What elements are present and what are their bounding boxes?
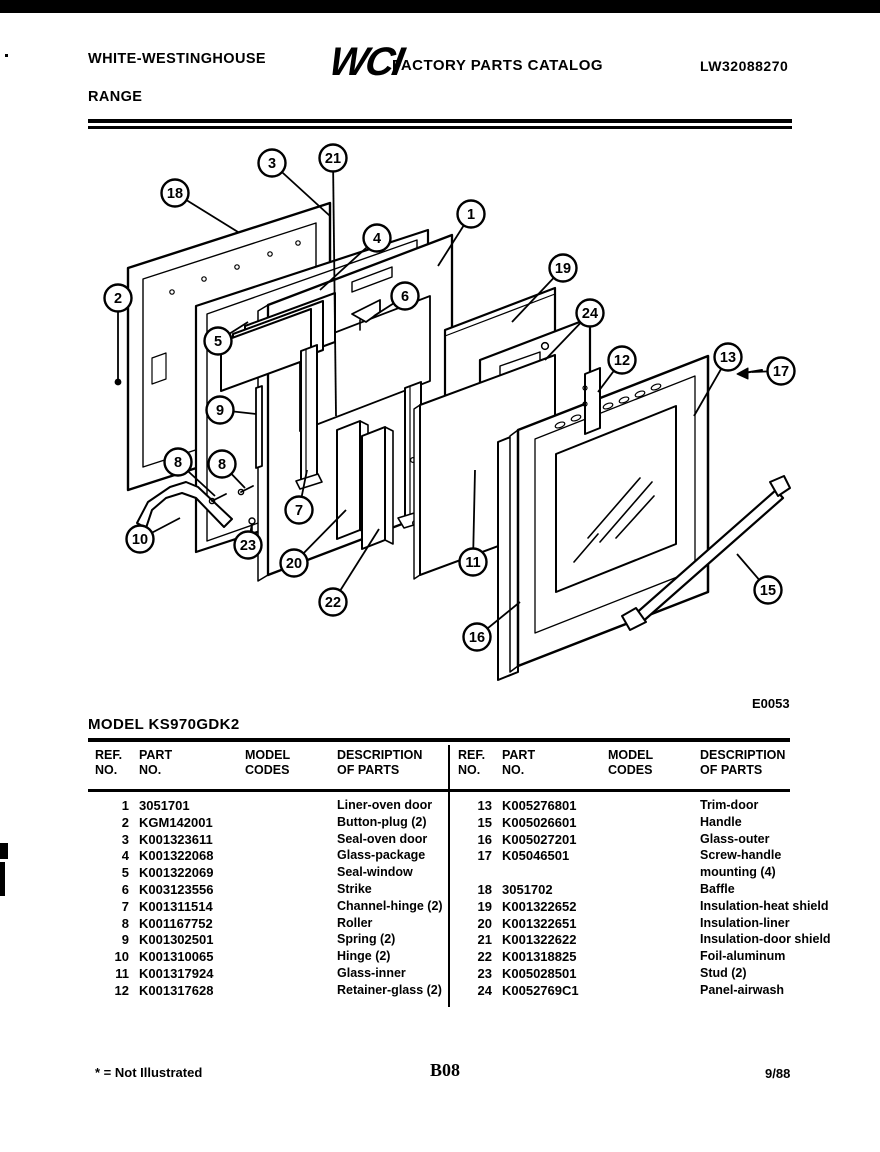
cell-part-no: K001322652 <box>502 898 577 914</box>
parts-table-left <box>95 748 443 1000</box>
column-header: DESCRIPTION OF PARTS <box>700 748 786 777</box>
cell-model-codes <box>245 916 327 933</box>
cell-ref-no: 11 <box>115 965 129 981</box>
cell-description: Retainer-glass (2) <box>337 982 442 997</box>
header-rule-top <box>88 119 792 123</box>
svg-text:21: 21 <box>324 151 342 167</box>
cell-description: Strike <box>337 881 372 896</box>
cell-model-codes <box>608 966 690 983</box>
callout-1 <box>438 201 485 267</box>
cell-model-codes <box>608 848 690 865</box>
cell-description: Seal-oven door <box>337 831 428 846</box>
cell-model-codes <box>608 815 690 832</box>
catalog-title: FACTORY PARTS CATALOG <box>392 57 604 74</box>
svg-text:24: 24 <box>581 306 599 322</box>
cell-ref-no: 17 <box>477 848 492 864</box>
header-rule-bottom <box>88 126 792 129</box>
cell-ref-no: 10 <box>114 949 129 965</box>
cell-ref-no: 7 <box>121 898 129 914</box>
cell-ref-no: 12 <box>114 982 129 998</box>
callout-15 <box>737 554 782 604</box>
cell-part-no: K003123556 <box>139 881 214 897</box>
svg-text:3: 3 <box>267 156 277 172</box>
cell-description: Trim-door <box>700 798 759 812</box>
part-retainer-bracket <box>583 368 600 434</box>
column-header: MODEL CODES <box>245 748 291 777</box>
svg-text:9: 9 <box>215 403 225 419</box>
svg-text:20: 20 <box>285 556 303 572</box>
svg-text:2: 2 <box>113 291 123 307</box>
svg-text:7: 7 <box>294 503 304 519</box>
cell-part-no: K001311514 <box>139 898 213 914</box>
svg-text:13: 13 <box>719 350 737 366</box>
cell-ref-no: 8 <box>121 915 129 931</box>
cell-model-codes <box>245 949 327 966</box>
cell-description: Glass-package <box>337 848 426 863</box>
figure-code: E0053 <box>752 696 790 711</box>
cell-model-codes <box>608 983 690 1000</box>
document-number: LW32088270 <box>700 58 789 74</box>
cell-model-codes <box>608 865 690 882</box>
cell-description: Button-plug (2) <box>337 814 427 829</box>
cell-part-no: K001317628 <box>139 982 214 998</box>
cell-description: Spring (2) <box>337 932 396 947</box>
cell-part-no: K001322622 <box>502 932 577 948</box>
cell-part-no: K001167752 <box>139 915 213 931</box>
not-illustrated-note: * = Not Illustrated <box>95 1065 203 1080</box>
cell-ref-no: 3 <box>121 831 129 847</box>
cell-ref-no: 1 <box>121 798 129 813</box>
cell-ref-no: 6 <box>121 881 129 897</box>
cell-part-no: 3051701 <box>139 798 190 813</box>
callout-18 <box>162 180 239 233</box>
svg-text:19: 19 <box>554 261 572 277</box>
svg-text:22: 22 <box>324 595 342 611</box>
cell-ref-no: 5 <box>121 865 129 881</box>
cell-model-codes <box>608 798 690 815</box>
svg-text:6: 6 <box>400 289 410 305</box>
svg-text:12: 12 <box>613 353 631 369</box>
cell-ref-no: 23 <box>477 965 492 981</box>
cell-description: Handle <box>700 814 742 829</box>
cell-ref-no: 13 <box>477 798 492 813</box>
cell-ref-no: 9 <box>121 932 129 948</box>
wci-logo: WCI <box>326 40 406 84</box>
svg-text:16: 16 <box>468 630 486 646</box>
cell-ref-no: 19 <box>477 898 492 914</box>
cell-description: Panel-airwash <box>700 982 785 997</box>
cell-part-no: K005028501 <box>502 965 577 981</box>
brand-line2: RANGE <box>88 89 143 105</box>
cell-part-no <box>502 865 598 882</box>
part-spring <box>256 386 262 468</box>
cell-part-no: K005027201 <box>502 831 577 847</box>
column-header: PART NO. <box>139 748 173 777</box>
column-header: PART NO. <box>502 748 536 777</box>
exploded-diagram <box>0 130 880 740</box>
cell-description: Roller <box>337 915 373 930</box>
cell-ref-no: 16 <box>477 831 492 847</box>
cell-part-no: K001302501 <box>139 932 214 948</box>
svg-text:1: 1 <box>466 207 476 223</box>
cell-ref-no: 24 <box>477 982 492 998</box>
cell-part-no: K005276801 <box>502 798 577 813</box>
model-label: MODEL KS970GDK2 <box>88 716 240 733</box>
cell-description: Channel-hinge (2) <box>337 898 443 913</box>
cell-model-codes <box>245 899 327 916</box>
svg-text:5: 5 <box>213 334 223 350</box>
svg-text:8: 8 <box>173 455 183 471</box>
cell-description: Hinge (2) <box>337 949 391 964</box>
scan-artifact-speck <box>5 54 8 57</box>
callout-10 <box>127 518 181 553</box>
cell-part-no: K001322651 <box>502 915 577 931</box>
cell-model-codes <box>245 832 327 849</box>
scan-artifact-edge <box>0 843 8 859</box>
cell-description: Glass-inner <box>337 965 406 980</box>
cell-model-codes <box>245 966 327 983</box>
svg-text:4: 4 <box>372 231 382 247</box>
cell-model-codes <box>245 815 327 832</box>
cell-model-codes <box>245 882 327 899</box>
callout-17 <box>752 358 795 385</box>
cell-part-no: K001310065 <box>139 949 214 965</box>
cell-description: Insulation-liner <box>700 915 790 930</box>
cell-ref-no: 20 <box>477 915 492 931</box>
cell-ref-no: 2 <box>121 814 129 830</box>
cell-model-codes <box>245 865 327 882</box>
svg-text:18: 18 <box>166 186 184 202</box>
cell-description: Stud (2) <box>700 965 747 980</box>
cell-model-codes <box>245 932 327 949</box>
cell-part-no: K005026601 <box>502 814 577 830</box>
column-header: MODEL CODES <box>608 748 654 777</box>
cell-description: Glass-outer <box>700 831 770 846</box>
cell-part-no: K001318825 <box>502 949 577 965</box>
cell-model-codes <box>245 848 327 865</box>
column-header: REF. NO. <box>458 748 486 777</box>
cell-description: Liner-oven door <box>337 798 433 812</box>
cell-model-codes <box>608 949 690 966</box>
cell-description: Insulation-heat shield <box>700 898 829 913</box>
cell-description: Screw-handle <box>700 848 782 863</box>
scan-artifact-top-bar <box>0 0 880 13</box>
cell-model-codes <box>608 932 690 949</box>
cell-description: Seal-window <box>337 865 413 880</box>
cell-ref-no: 4 <box>121 848 129 864</box>
cell-description: mounting (4) <box>700 865 776 880</box>
svg-text:17: 17 <box>772 364 790 380</box>
cell-ref-no <box>458 865 492 882</box>
cell-part-no: K0052769C1 <box>502 982 579 998</box>
cell-part-no: K05046501 <box>502 848 570 864</box>
table-divider <box>448 745 450 1007</box>
cell-model-codes <box>608 899 690 916</box>
svg-text:15: 15 <box>759 583 777 599</box>
part-screw <box>737 368 762 379</box>
brand-line1: WHITE-WESTINGHOUSE <box>88 51 266 67</box>
cell-ref-no: 15 <box>477 814 492 830</box>
column-header: REF. NO. <box>95 748 123 777</box>
svg-text:10: 10 <box>131 532 149 548</box>
cell-model-codes <box>608 882 690 899</box>
cell-ref-no: 22 <box>477 949 492 965</box>
cell-part-no: K001322068 <box>139 848 214 864</box>
cell-ref-no: 21 <box>477 932 492 948</box>
cell-description: Insulation-door shield <box>700 932 831 947</box>
cell-model-codes <box>608 916 690 933</box>
column-header: DESCRIPTION OF PARTS <box>337 748 423 777</box>
brand-title <box>88 50 266 107</box>
cell-part-no: K001323611 <box>139 831 213 847</box>
page-code: B08 <box>430 1060 461 1080</box>
table-rule-top <box>88 738 790 742</box>
cell-description: Foil-aluminum <box>700 949 786 964</box>
cell-part-no: K001317924 <box>139 965 214 981</box>
cell-ref-no: 18 <box>477 881 492 897</box>
cell-model-codes <box>608 832 690 849</box>
cell-part-no: KGM142001 <box>139 814 213 830</box>
svg-text:8: 8 <box>217 457 227 473</box>
scan-artifact-edge <box>0 862 5 896</box>
svg-text:23: 23 <box>239 538 257 554</box>
cell-description: Baffle <box>700 881 735 896</box>
cell-part-no: K001322069 <box>139 865 214 881</box>
svg-text:11: 11 <box>465 555 481 571</box>
parts-table-right <box>458 748 831 1000</box>
cell-model-codes <box>245 798 327 815</box>
footer-date: 9/88 <box>765 1066 791 1081</box>
cell-model-codes <box>245 983 327 1000</box>
cell-part-no: 3051702 <box>502 881 553 897</box>
